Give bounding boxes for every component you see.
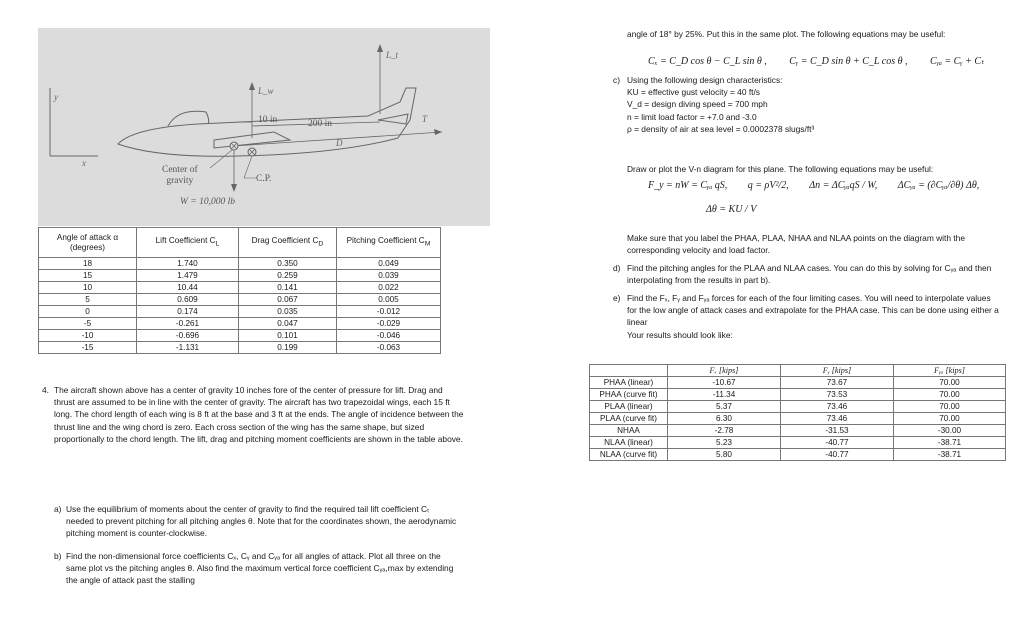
col-header-pitching: Pitching Coefficient $C_M$ [337, 228, 441, 258]
forces-table-cell: PHAA (curve fit) [590, 389, 668, 401]
part-d [613, 262, 999, 286]
coef-table-cell: -10 [39, 330, 137, 342]
coef-table-cell: -0.046 [337, 330, 441, 342]
forces-table-cell: 5.80 [668, 449, 781, 461]
coef-table-cell: 10 [39, 282, 137, 294]
force-coefficient-equations [648, 55, 988, 69]
coef-table-cell: 0.101 [239, 330, 337, 342]
weight-label: W = 10,000 lb [180, 197, 235, 207]
coef-table-cell: 0 [39, 306, 137, 318]
part-b-text: Find the non-dimensional force coefficients Cₓ, Cᵧ and Cᵧₐ for all angles of attack. Plot all three on the same plot vs the pitching angles θ. Also find the maximum vertical force coefficient Cᵧₐ,max by extending the angle of attack past the stalling [66, 551, 454, 586]
cp-label: C.P. [256, 174, 272, 184]
forces-table-cell: 5.37 [668, 401, 781, 413]
part-d-text: Find the pitching angles for the PLAA and NLAA cases. You can do this by solving for Cᵧₐ and then interpolating from the results in part b). [627, 263, 992, 286]
cg-leader [210, 150, 232, 168]
problem-4-text: The aircraft shown above has a center of gravity 10 inches fore of the center of pressure for lift. Drag and thrust are assumed to be in line with the center of gravity. The aircraft has two trapezoidal wings, each 15 ft long. The chord length of each wing is 8 ft at the base and 3 ft at the ends. The angle of incidence between the thrust line and the wing chord is zero. Each cross section of the wing has the same shape, but sized proportionally to the chord length. The lift, drag and pitching moment coefficients are shown in the table above. [54, 385, 464, 444]
forces-table-cell: -2.78 [668, 425, 781, 437]
forces-table-cell: NLAA (linear) [590, 437, 668, 449]
eq-cya: Cᵧₐ = Cᵧ + Cₜ [930, 56, 985, 67]
cg-label: Center of gravity [162, 165, 198, 187]
forces-table-cell: PLAA (curve fit) [590, 413, 668, 425]
coef-table-cell: 0.067 [239, 294, 337, 306]
coef-table-cell: 15 [39, 270, 137, 282]
part-b-label: b) [54, 551, 62, 561]
part-b-continued: angle of 18° by 25%. Put this in the same plot. The following equations may be useful: [627, 29, 946, 39]
forces-table-cell: PLAA (linear) [590, 401, 668, 413]
coef-table-cell: 0.035 [239, 306, 337, 318]
forces-table-cell: -38.71 [894, 437, 1006, 449]
coef-table-cell: -0.696 [137, 330, 239, 342]
coef-table-cell: 1.740 [137, 258, 239, 270]
coef-table-row [39, 270, 441, 282]
wing-lift-label: L_w [258, 86, 274, 96]
forces-table-header-row [590, 365, 1006, 377]
forces-table-row [590, 413, 1006, 425]
forces-table-cell: -31.53 [781, 425, 894, 437]
forces-col-header-fy: Fᵧ [kips] [781, 365, 894, 377]
forces-table-row [590, 389, 1006, 401]
coef-table-row [39, 318, 441, 330]
eq-fy: F_y = nW = Cᵧₐ qS, [648, 180, 728, 191]
forces-table-row [590, 449, 1006, 461]
vn-diagram-instruction: Draw or plot the V-n diagram for this plane. The following equations may be useful: [627, 164, 934, 174]
coef-table-row [39, 282, 441, 294]
coefficient-table [38, 227, 441, 354]
forces-table-cell: -40.77 [781, 449, 894, 461]
col-header-angle: Angle of attack α (degrees) [39, 228, 137, 258]
thrust-arrowhead [434, 129, 442, 135]
forces-table-row [590, 377, 1006, 389]
coef-table-cell: -5 [39, 318, 137, 330]
coef-table-cell: 0.005 [337, 294, 441, 306]
forces-table-cell: 73.53 [781, 389, 894, 401]
thrust-label: T [422, 114, 428, 124]
coef-table-cell: 10.44 [137, 282, 239, 294]
forces-col-header-fya: Fᵧₐ [kips] [894, 365, 1006, 377]
coef-table-cell: 0.047 [239, 318, 337, 330]
forces-table [589, 364, 1006, 461]
part-c-line: n = limit load factor = +7.0 and -3.0 [627, 111, 757, 122]
part-c-label: c) [613, 75, 620, 85]
x-axis-label: x [82, 158, 86, 168]
problem-4-statement [42, 384, 464, 445]
tail-outline [378, 114, 408, 124]
tail-lift-arrowhead [377, 44, 383, 52]
coef-table-cell: -15 [39, 342, 137, 354]
coef-table-cell: -1.131 [137, 342, 239, 354]
y-axis-label: y [54, 92, 58, 102]
wing-lift-arrowhead [249, 82, 255, 90]
coef-table-row [39, 258, 441, 270]
coef-table-cell: -0.012 [337, 306, 441, 318]
forces-table-cell: NLAA (curve fit) [590, 449, 668, 461]
drag-label: D [336, 138, 343, 148]
forces-table-cell: 73.46 [781, 401, 894, 413]
cp-leader [244, 156, 256, 178]
forces-table-row [590, 425, 1006, 437]
coef-table-cell: -0.261 [137, 318, 239, 330]
part-a-label: a) [54, 504, 62, 514]
col-header-drag: Drag Coefficient $C_D$ [239, 228, 337, 258]
part-a [54, 503, 458, 540]
eq-dcya: ΔCᵧₐ = (∂Cᵧₐ/∂θ) Δθ, [897, 180, 980, 191]
forces-table-cell: -10.67 [668, 377, 781, 389]
label-instruction: Make sure that you label the PHAA, PLAA, NHAA and NLAA points on the diagram with the corresponding velocity and load factor. [627, 233, 965, 256]
aircraft-figure [38, 28, 490, 226]
forces-table-cell: -11.34 [668, 389, 781, 401]
forces-table-row [590, 401, 1006, 413]
part-c [613, 74, 997, 135]
forces-table-cell: 73.67 [781, 377, 894, 389]
coef-table-cell: 0.609 [137, 294, 239, 306]
dim-200in-label: 200 in [308, 119, 333, 129]
forces-table-cell: 70.00 [894, 401, 1006, 413]
forces-table-cell: 70.00 [894, 377, 1006, 389]
forces-table-cell: -40.77 [781, 437, 894, 449]
part-c-line: KU = effective gust velocity = 40 ft/s [627, 87, 760, 98]
forces-table-cell: NHAA [590, 425, 668, 437]
problem-number: 4. [42, 385, 49, 395]
coef-table-cell: -0.029 [337, 318, 441, 330]
eq-dn: Δn = ΔCᵧₐqS / W, [809, 180, 878, 191]
eq-dtheta: Δθ = KU / V [706, 204, 757, 215]
coef-table-row [39, 294, 441, 306]
forces-table-cell: -38.71 [894, 449, 1006, 461]
coef-table-header-row [39, 228, 441, 258]
forces-table-cell: -30.00 [894, 425, 1006, 437]
coef-table-cell: 0.259 [239, 270, 337, 282]
forces-table-cell: 70.00 [894, 389, 1006, 401]
part-c-line: V_d = design diving speed = 700 mph [627, 99, 768, 110]
forces-table-cell: 6.30 [668, 413, 781, 425]
part-d-label: d) [613, 263, 621, 273]
forces-table-cell: 70.00 [894, 413, 1006, 425]
eq-cx: Cₓ = C_D cos θ − C_L sin θ , [648, 56, 767, 67]
coef-table-cell: 0.039 [337, 270, 441, 282]
weight-arrowhead [231, 184, 237, 192]
coef-table-cell: 0.174 [137, 306, 239, 318]
forces-col-header-fx: Fₓ [kips] [668, 365, 781, 377]
part-e-label: e) [613, 293, 621, 303]
coef-table-cell: 0.350 [239, 258, 337, 270]
tail-lift-label: L_t [386, 50, 399, 60]
coef-table-row [39, 330, 441, 342]
results-intro: Your results should look like: [627, 329, 733, 340]
coef-table-row [39, 342, 441, 354]
col-header-lift: Lift Coefficient $C_L$ [137, 228, 239, 258]
coef-table-cell: 0.199 [239, 342, 337, 354]
part-b [54, 550, 458, 587]
part-c-line: Using the following design characteristics: [627, 75, 783, 85]
coef-table-cell: 18 [39, 258, 137, 270]
coef-table-cell: 0.141 [239, 282, 337, 294]
eq-cy: Cᵧ = C_D sin θ + C_L cos θ , [789, 56, 908, 67]
coef-table-cell: -0.063 [337, 342, 441, 354]
coef-table-cell: 5 [39, 294, 137, 306]
coef-table-cell: 0.049 [337, 258, 441, 270]
forces-col-header-case [590, 365, 668, 377]
vn-equations [648, 179, 988, 193]
part-c-line: ρ = density of air at sea level = 0.0002378 slugs/ft³ [627, 123, 815, 134]
dim-10in-label: 10 in [258, 115, 278, 125]
forces-table-cell: 73.46 [781, 413, 894, 425]
coef-table-row [39, 306, 441, 318]
part-a-text: Use the equilibrium of moments about the center of gravity to find the required tail lift coefficient Cₜ needed to prevent pitching for all pitching angles θ. Note that for the coordinates shown, the aerodynamic pitching moment is counter-clockwise. [66, 504, 457, 539]
part-e-text: Find the Fₓ, Fᵧ and Fᵧₐ forces for each of the four limiting cases. You will need to interpolate values for the low angle of attack cases and extrapolate for the PHAA case. This can be done using either a linear [627, 293, 999, 328]
coef-table-cell: 0.022 [337, 282, 441, 294]
coef-table-cell: 1.479 [137, 270, 239, 282]
forces-table-cell: 5.23 [668, 437, 781, 449]
forces-table-row [590, 437, 1006, 449]
eq-q: q = ρV²/2, [747, 180, 789, 191]
part-e [613, 292, 999, 341]
forces-table-cell: PHAA (linear) [590, 377, 668, 389]
